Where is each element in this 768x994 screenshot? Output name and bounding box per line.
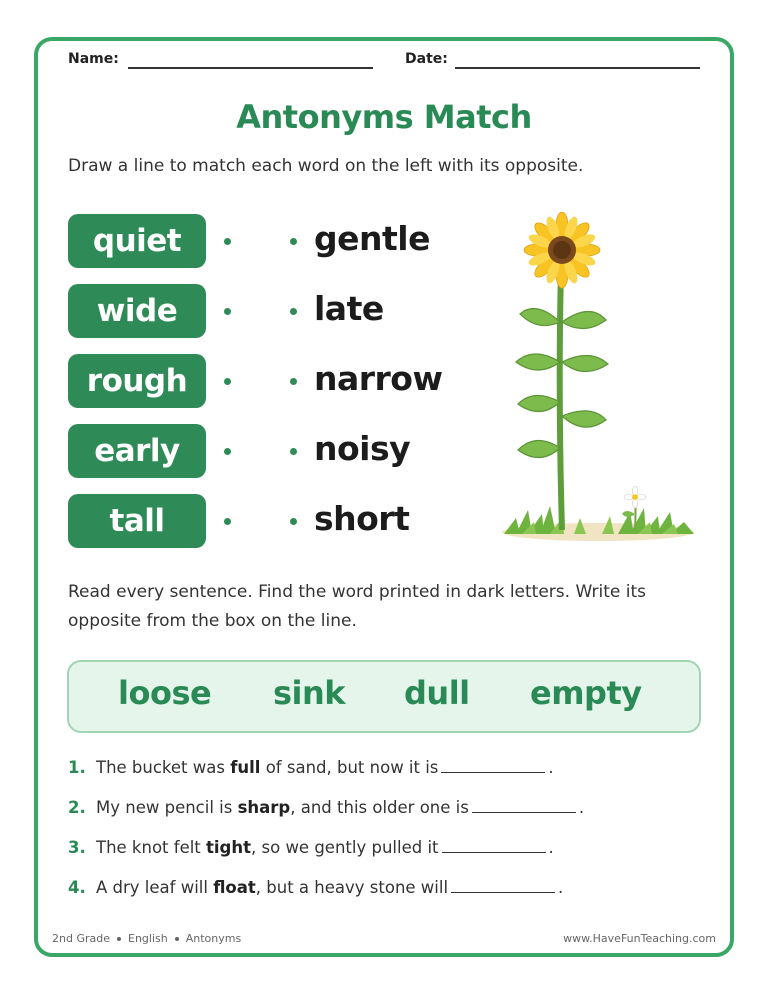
question-bold-word: full	[230, 758, 261, 777]
right-word: gentle	[314, 219, 430, 258]
footer-tags	[52, 932, 241, 945]
match-instructions: Draw a line to match each word on the left with its opposite.	[68, 156, 584, 176]
question-text: , so we gently pulled it	[251, 838, 439, 857]
left-word-pill: quiet	[68, 214, 206, 268]
left-word-pill: rough	[68, 354, 206, 408]
right-word: noisy	[314, 429, 411, 468]
answer-blank[interactable]	[472, 799, 576, 813]
question-bold-word: tight	[206, 838, 252, 857]
page-title: Antonyms Match	[236, 98, 532, 136]
right-match-dot[interactable]	[290, 238, 297, 245]
question-text: My new pencil is	[96, 798, 238, 817]
question-text: The knot felt	[96, 838, 207, 857]
left-match-dot[interactable]	[224, 378, 231, 385]
left-match-dot[interactable]	[224, 238, 231, 245]
right-match-dot[interactable]	[290, 518, 297, 525]
right-match-dot[interactable]	[290, 448, 297, 455]
question-end: .	[548, 838, 554, 857]
right-match-dot[interactable]	[290, 308, 297, 315]
left-word-pill: tall	[68, 494, 206, 548]
footer-subject: English	[128, 932, 168, 945]
question-text: The bucket was	[96, 758, 231, 777]
sunflower-illustration	[498, 212, 702, 546]
question-end: .	[558, 878, 564, 897]
left-word-pill: wide	[68, 284, 206, 338]
word-bank-item: loose	[118, 674, 212, 712]
bullet-icon	[117, 937, 121, 941]
question-4	[68, 878, 563, 897]
footer-website: www.HaveFunTeaching.com	[563, 932, 716, 945]
question-number: 1.	[68, 758, 86, 777]
question-text: , but a heavy stone will	[255, 878, 449, 897]
left-match-dot[interactable]	[224, 518, 231, 525]
question-end: .	[548, 758, 554, 777]
right-word: narrow	[314, 359, 443, 398]
name-label: Name:	[68, 51, 119, 67]
question-text: A dry leaf will	[96, 878, 214, 897]
question-2	[68, 798, 584, 817]
bullet-icon	[175, 937, 179, 941]
question-number: 3.	[68, 838, 86, 857]
question-bold-word: sharp	[237, 798, 291, 817]
date-line[interactable]	[455, 67, 700, 69]
question-3	[68, 838, 554, 857]
question-number: 2.	[68, 798, 86, 817]
left-match-dot[interactable]	[224, 448, 231, 455]
right-match-dot[interactable]	[290, 378, 297, 385]
answer-blank[interactable]	[441, 759, 545, 773]
right-word: late	[314, 289, 384, 328]
name-line[interactable]	[128, 67, 373, 69]
left-word-pill: early	[68, 424, 206, 478]
question-end: .	[578, 798, 585, 817]
right-word: short	[314, 499, 410, 538]
question-number: 4.	[68, 878, 86, 897]
footer-grade: 2nd Grade	[52, 932, 110, 945]
left-match-dot[interactable]	[224, 308, 231, 315]
word-bank-item: empty	[530, 674, 642, 712]
footer-topic: Antonyms	[185, 932, 242, 945]
question-1	[68, 758, 554, 777]
question-text: of sand, but now it is	[260, 758, 439, 777]
question-bold-word: float	[213, 878, 256, 897]
word-bank-item: dull	[404, 674, 470, 712]
question-text: , and this older one is	[290, 798, 469, 817]
write-instructions: Read every sentence. Find the word printed in dark letters. Write its opposite from the box on the line.	[68, 582, 646, 631]
date-label: Date:	[405, 51, 448, 67]
answer-blank[interactable]	[442, 839, 546, 853]
word-bank-item: sink	[273, 674, 346, 712]
answer-blank[interactable]	[451, 879, 555, 893]
